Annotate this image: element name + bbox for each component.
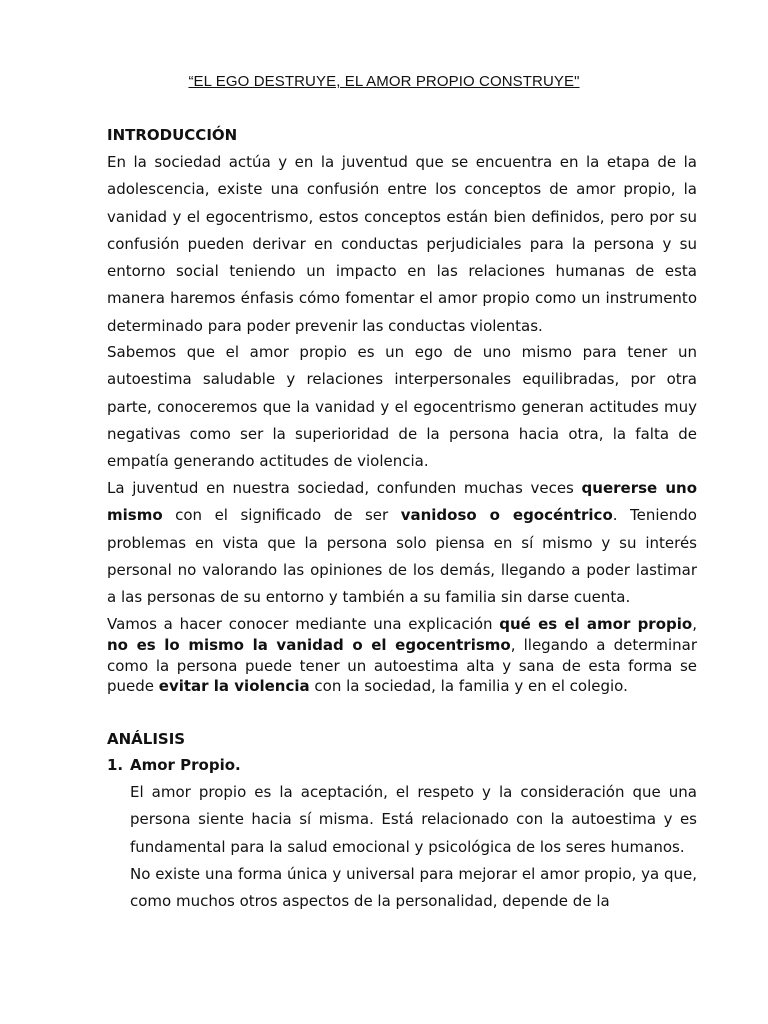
section-1-heading [107, 756, 241, 774]
p4-text-e: con la sociedad, la familia y en el colegio. [309, 677, 628, 696]
p4-bold-2: no es lo mismo la vanidad o el egocentrismo [107, 635, 511, 654]
section-1-number: 1. [107, 756, 124, 774]
p4-text-c: , [692, 615, 697, 633]
intro-paragraph-1: En la sociedad actúa y en la juventud que se encuentra en la etapa de la adolescencia, existe una confusión entre los conceptos de amor propio, la vanidad y el egocentrismo, estos conceptos están bien definidos, pero por su confusión pueden derivar en conductas perjudiciales para la persona y su entorno social teniendo un impacto en las relaciones humanas de esta manera haremos énfasis cómo fomentar el amor propio como un instrumento determinado para poder prevenir las conductas violentas. [107, 153, 697, 335]
p4-text-a: Vamos a hacer conocer mediante una explicación [107, 615, 500, 633]
intro-paragraph-3 [107, 475, 697, 611]
analysis-heading: ANÁLISIS [107, 730, 186, 748]
section-1-paragraph-1: El amor propio es la aceptación, el respeto y la consideración que una persona siente hacia sí misma. Está relacionado con la autoestima y es fundamental para la salud emocional y psicológica de los seres humanos. [130, 783, 697, 856]
p3-bold-2: vanidoso o egocéntrico [400, 506, 613, 525]
intro-paragraph-2: Sabemos que el amor propio es un ego de uno mismo para tener un autoestima saludable y relaciones interpersonales equilibradas, por otra parte, conoceremos que la vanidad y el egocentrismo generan actitudes muy negativas como ser la superioridad de la persona hacia otra, la falta de empatía generando actitudes de violencia. [107, 343, 697, 471]
p4-bold-3: evitar la violencia [158, 677, 310, 696]
section-1-title: Amor Propio. [130, 756, 241, 774]
section-1-paragraph-2: No existe una forma única y universal para mejorar el amor propio, ya que, como muchos otros aspectos de la personalidad, depende de la [130, 865, 697, 911]
p4-text-d: , llegando a determinar como la persona puede tener un autoestima alta y sana de esta forma se puede [107, 635, 697, 696]
p3-bold-1: quererse uno mismo [107, 479, 697, 525]
p4-bold-1: qué es el amor propio [499, 615, 693, 633]
p3-text-c: con el significado de ser [162, 506, 401, 525]
p3-text-a: La juventud en nuestra sociedad, confunden muchas veces [107, 479, 582, 497]
intro-heading: INTRODUCCIÓN [107, 126, 238, 144]
document-title: “EL EGO DESTRUYE, EL AMOR PROPIO CONSTRUYE" [188, 73, 580, 90]
p3-text-d: . Teniendo problemas en vista que la persona solo piensa en sí mismo y su interés personal no valorando las opiniones de los demás, llegando a poder lastimar a las personas de su entorno y también a su familia sin darse cuenta. [107, 506, 697, 607]
intro-paragraph-4 [107, 614, 697, 697]
